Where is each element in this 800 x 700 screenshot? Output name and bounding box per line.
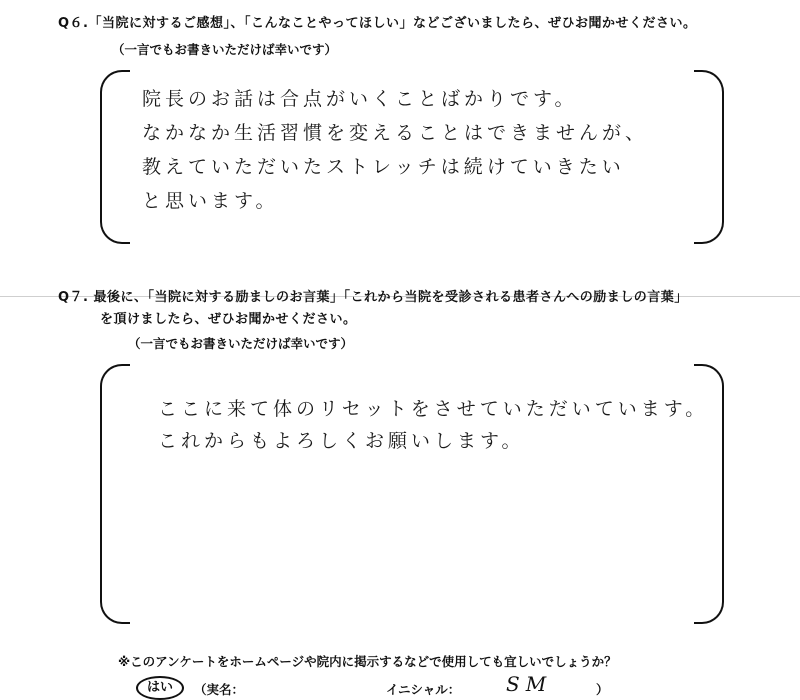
permission-question: ※このアンケートをホームページや院内に掲示するなどで使用しても宜しいでしょうか？ — [118, 654, 617, 669]
q7-subtitle: （一言でもお書きいただけば幸いです） — [128, 336, 354, 351]
q6-answer-line-3: 教えていただいたストレッチは続けていきたい — [142, 156, 625, 178]
q6-answer-line-4: と思います。 — [142, 190, 279, 212]
real-name-label: （実名： — [194, 682, 245, 697]
q7-answer-line-2: これからもよろしくお願いします。 — [158, 430, 525, 452]
left-bracket — [100, 364, 130, 624]
yes-option-circled[interactable]: はい — [136, 676, 184, 700]
q7-title: Q７. 最後に、「当院に対する励ましのお言葉」「これから当院を受診される患者さんへの励ましの言葉」 — [58, 290, 688, 305]
q7-answer-line-1: ここに来て体のリセットをさせていただいています。 — [158, 398, 709, 420]
close-paren: ） — [596, 682, 609, 697]
initial-label: イニシャル： — [386, 682, 461, 697]
q6-answer-line-1: 院長のお話は合点がいくことばかりです。 — [142, 88, 578, 110]
initial-handwritten-value: SM — [506, 672, 553, 696]
q6-subtitle: （一言でもお書きいただけば幸いです） — [112, 42, 338, 57]
q7-title-continued: を頂けましたら、ぜひお聞かせください。 — [100, 312, 357, 327]
left-bracket — [100, 70, 130, 244]
q6-title: Q６.「当院に対するご感想」、「こんなことやってほしい」などございましたら、ぜひお聞かせください。 — [58, 16, 697, 31]
right-bracket — [694, 70, 724, 244]
q6-answer-line-2: なかなか生活習慣を変えることはできませんが、 — [142, 122, 649, 144]
